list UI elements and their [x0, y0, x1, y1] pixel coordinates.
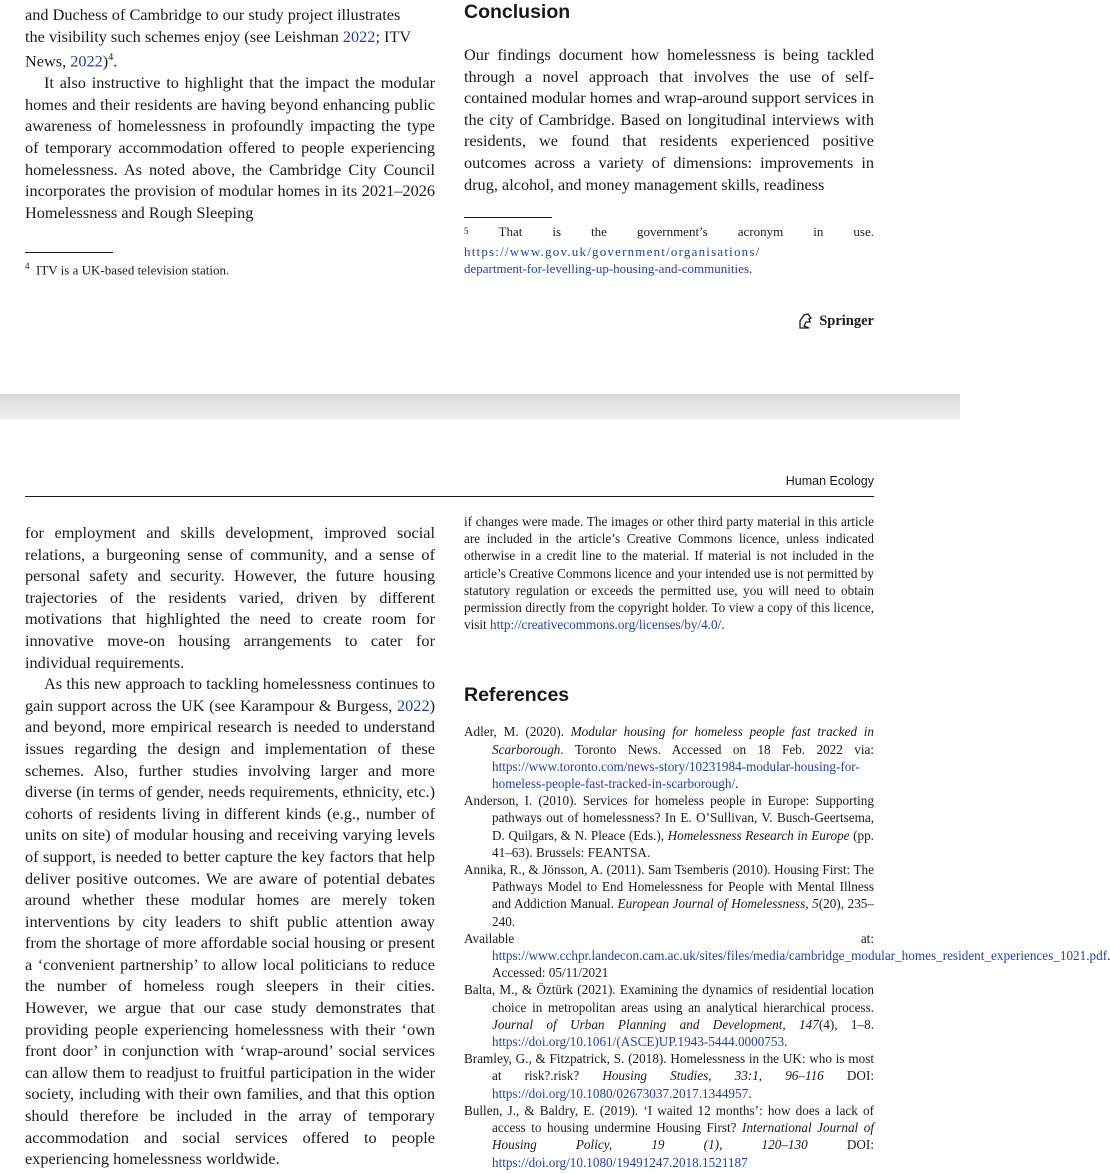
journal-running-head: Human Ecology [785, 474, 874, 488]
licence-paragraph [464, 513, 874, 633]
reference-title: Housing Studies, 33:1, 96–116 [602, 1068, 824, 1084]
citation-link-itv[interactable]: 2022 [70, 51, 103, 71]
footnote-number: 5 [464, 226, 469, 236]
reference-link[interactable]: https://doi.org/10.1061/(ASCE)UP.1943-5444.0000753 [492, 1034, 785, 1050]
reference-item [464, 1050, 874, 1102]
reference-text: Accessed: 05/11/2021 [492, 965, 609, 981]
footnote-url-link[interactable]: https://www.gov.uk/government/organisations/ [464, 244, 761, 260]
top-left-column [25, 4, 435, 223]
reference-title: Journal of Urban Planning and Development, 147 [492, 1016, 819, 1032]
top-left-paragraph-2: It also instructive to highlight that the impact the modular homes and their residents are having beyond enhancing public awareness of homelessness in profoundly impacting the type of temporary accommodation offered to people experiencing homelessness. As noted above, the Cambridge City Council incorporates the provision of modular homes in its 2021–2026 Homelessness and Rough Sleeping [25, 73, 435, 222]
reference-text: Bramley, G., & Fitzpatrick, S. (2018). Homelessness in the UK: who is most at risk?.risk? [464, 1051, 874, 1084]
reference-text: (pp. 41–63). Brussels: FEANTSA. [492, 827, 874, 860]
reference-text: Adler, M. (2020). [464, 724, 571, 740]
footnote-5-first-line [464, 223, 874, 243]
footnote-number: 4 [25, 261, 30, 271]
reference-text: (20), 235–240. [492, 896, 874, 929]
publisher-name: Springer [819, 312, 874, 329]
bottom-right-column [464, 513, 1108, 1171]
top-right-column [464, 1, 874, 195]
reference-link[interactable]: https://www.toronto.com/news-story/10231984-modular-housing-for-homeless-people-fast-tracked-in-scarborough/ [492, 758, 860, 792]
reference-title: Modular housing for homeless people fast tracked in Scarborough [492, 724, 874, 757]
reference-item [464, 930, 1108, 982]
page-separator [0, 394, 960, 419]
reference-title: European Journal of Homelessness, 5 [617, 896, 819, 912]
top-page [0, 0, 960, 394]
header-rule [25, 496, 874, 497]
reference-text: Annika, R., & Jönsson, A. (2011). Sam Tsemberis (2010). Housing First: The Pathways Model to End Homelessness for People with Mental Illness and Addiction Manual. [464, 862, 874, 912]
footnote-divider [464, 217, 552, 218]
springer-logo [797, 312, 874, 330]
text-line: News, [25, 51, 71, 71]
reference-text: Bullen, J., & Baldry, E. (2019). ‘I waited 12 months’: how does a lack of access to housing undermine Housing First? [464, 1102, 874, 1136]
reference-text: . [735, 776, 739, 792]
reference-list [464, 723, 1108, 1170]
reference-text: Balta, M., & Öztürk (2021). Examining the dynamics of residential location choice in metropolitan areas using an analytical hierarchical process. [464, 982, 874, 1015]
footnote-4 [25, 258, 445, 278]
licence-link[interactable]: http://creativecommons.org/licenses/by/4.0/ [490, 617, 722, 633]
footnote-text: ITV is a UK-based television station. [36, 262, 230, 278]
conclusion-paragraph: Our findings document how homelessness is being tackled through a novel approach that involves the use of self-contained modular homes and wrap-around support services in the city of Cambridge. Based on longitudinal interviews with residents, we found that residents experienced positive outcomes across a variety of dimensions: improvements in drug, alcohol, and money management skills, readiness [464, 45, 874, 194]
reference-item [464, 723, 874, 792]
top-left-paragraph-end [25, 4, 435, 72]
footnote-url-link-cont[interactable]: department-for-levelling-up-housing-and-communities [464, 261, 749, 277]
text-line: and Duchess of Cambridge to our study project illustrates [25, 5, 401, 24]
reference-text: Anderson, I. (2010). Services for homeless people in Europe: Supporting pathways out of homelessness? In E. O’Sullivan, V. Busch-Geertsema, D. Quilgars, & N. Pleace (Eds.), [464, 793, 874, 843]
text-line: ) [102, 51, 109, 71]
footnote-5 [464, 223, 874, 277]
conclusion-heading: Conclusion [464, 1, 571, 23]
reference-text: DOI: [807, 1137, 874, 1153]
text-line: . [748, 261, 753, 277]
citation-link-karampour[interactable]: 2022 [397, 695, 430, 715]
reference-text: Available at: [464, 930, 874, 946]
text-segment: ) and beyond, more empirical research is needed to understand issues regarding the design and implementation of these schemes. Also, further studies involving larger and more diverse (in terms of gender, needs requirements, ethnicity, etc.) cohorts of residents living in different kinds (e.g., number of units on site) of modular housing and receiving varying levels of support, is needed to better capture the key factors that help deliver positive outcomes. We are aware of potential debates around whether these modular homes are merely token interventions by city leaders to shift public attention away from the shortage of more affordable social housing or present a ‘convenient partnership’ to allow local politicians to reduce the number of homeless rough sleepers in their cities. However, we argue that our case study demonstrates that providing people experiencing homelessness with their ‘own front door’ in conjunction with ‘wrap-around’ social services can allow them to readjust to fruitful participation in the wider society, including with their own families, and that this option should therefore be included in the array of temporary accommodation and social services offered to people experiencing homelessness worldwide. [25, 695, 435, 1169]
references-heading: References [464, 684, 570, 707]
bottom-left-column [25, 522, 435, 1170]
conclusion-continued-paragraph: for employment and skills development, improved social relations, a burgeoning sense of community, and a sense of personal safety and security. However, the future housing trajectories of the residents varied, driven by different motivations that highlighted the need to create room for innovative move-on housing arrangements to cater for individual requirements. [25, 523, 435, 672]
reference-item [464, 861, 874, 930]
footnote-marker[interactable]: 4 [108, 52, 114, 64]
reference-text: . Toronto News. Accessed on 18 Feb. 2022 via: [560, 741, 874, 757]
footnote-divider [25, 252, 113, 253]
text-segment: . [721, 617, 725, 633]
reference-item [464, 981, 874, 1050]
springer-horse-icon [797, 312, 814, 330]
reference-title: Homelessness Research in Europe [667, 827, 850, 843]
text-line: the visibility such schemes enjoy (see Leishman [25, 26, 343, 46]
citation-link-leishman[interactable]: 2022 [342, 26, 376, 46]
text-line: . [113, 51, 118, 71]
reference-text: . [748, 1085, 752, 1101]
reference-link[interactable]: https://doi.org/10.1080/19491247.2018.1521187 [492, 1154, 748, 1170]
reference-title: International Journal of Housing Policy, 19 (1), 120–130 [492, 1120, 874, 1153]
text-segment: if changes were made. The images or other third party material in this article are included in the article’s Creative Commons licence, unless indicated otherwise in a credit line to the material. If material is not included in the article’s Creative Commons licence and your intended use is not permitted by statutory regulation or exceeds the permitted use, you will need to obtain permission directly from the copyright holder. To view a copy of this licence, visit [464, 514, 874, 633]
reference-link[interactable]: https://www.cchpr.landecon.cam.ac.uk/sites/files/media/cambridge_modular_homes_resident_experiences_1021.pdf [492, 948, 1108, 964]
text-line: ; ITV [375, 26, 412, 46]
reference-item [464, 792, 874, 861]
reference-item [464, 1102, 874, 1171]
reference-link[interactable]: https://doi.org/10.1080/02673037.2017.1344957 [492, 1085, 749, 1101]
text-segment: As this new approach to tackling homelessness continues to gain support across the UK (see Karampour & Burgess, [25, 674, 435, 715]
reference-text: (4), 1–8. [818, 1016, 874, 1032]
reference-text: DOI: [823, 1068, 874, 1084]
conclusion-paragraph-2 [25, 673, 435, 1170]
reference-text: . [784, 1034, 788, 1050]
footnote-text: That is the government’s acronym in use. [498, 224, 874, 239]
bottom-page [0, 419, 1108, 1174]
